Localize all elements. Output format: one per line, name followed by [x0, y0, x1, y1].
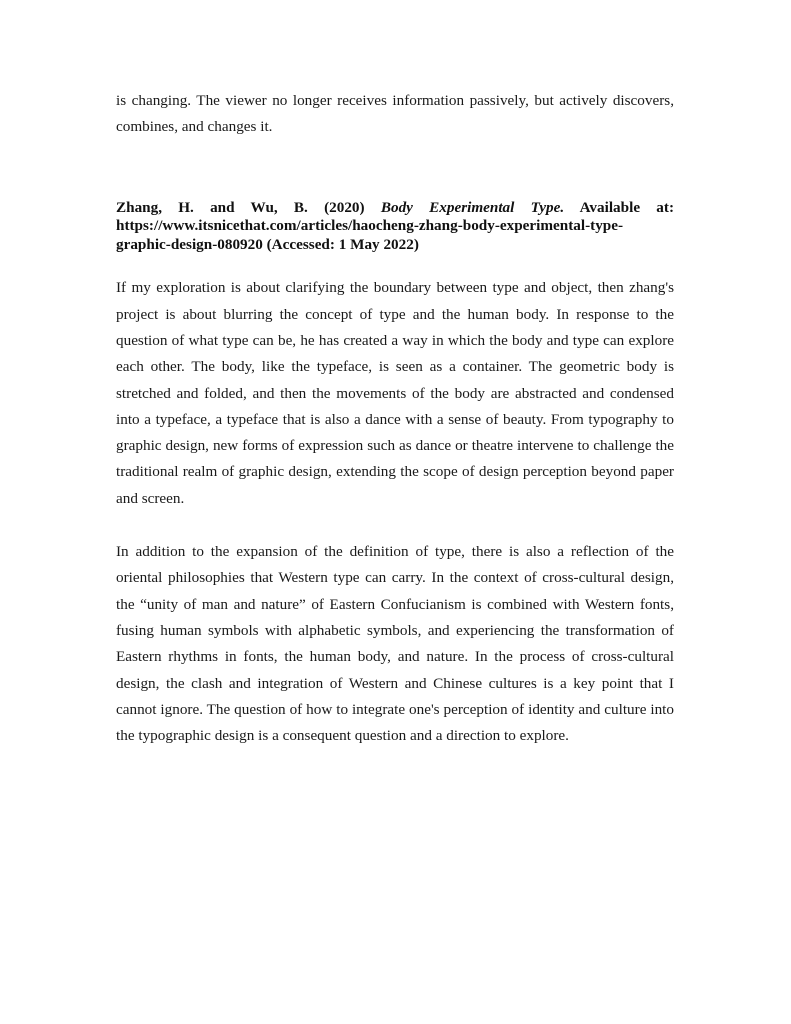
reference-accessed-date: (Accessed: 1 May 2022) [266, 235, 419, 253]
body-paragraph-1: If my exploration is about clarifying the boundary between type and object, then zhang's project is about blurring the concept of type and the human body. In response to the question of what type can be, he has created a way in which the body and type can explore each other. The body, like the typeface, is seen as a container. The geometric body is stretched and folded, and then the movements of the body are abstracted and condensed into a typeface, a typeface that is also a dance with a sense of beauty. From typography to graphic design, new forms of expression such as dance or theatre intervene to challenge the traditional realm of graphic design, extending the scope of design perception beyond paper and screen. [116, 279, 674, 507]
continued-paragraph: is changing. The viewer no longer receives information passively, but actively discovers, combines, and changes it. [116, 92, 674, 136]
document-page [116, 88, 674, 749]
reference-available-label: Available at: [579, 198, 675, 216]
body-paragraph-2: In addition to the expansion of the definition of type, there is also a reflection of the oriental philosophies that Western type can carry. In the context of cross-cultural design, the “unity of man and nature” of Eastern Confucianism is combined with Western fonts, fusing human symbols with alphabetic symbols, and experiencing the transformation of Eastern rhythms in fonts, the human body, and nature. In the process of cross-cultural design, the clash and integration of Western and Chinese cultures is a key point that I cannot ignore. The question of how to integrate one's perception of identity and culture into the typographic design is a consequent question and a direction to explore. [116, 543, 674, 745]
reference-authors: Zhang, H. and Wu, B. (2020) [116, 198, 365, 216]
reference-entry [116, 199, 674, 255]
reference-url-link[interactable]: https://www.itsnicethat.com/articles/haocheng-zhang-body-experimental-type-graphic-design-080920 [116, 217, 624, 253]
reference-title: Body Experimental Type. [380, 198, 565, 216]
